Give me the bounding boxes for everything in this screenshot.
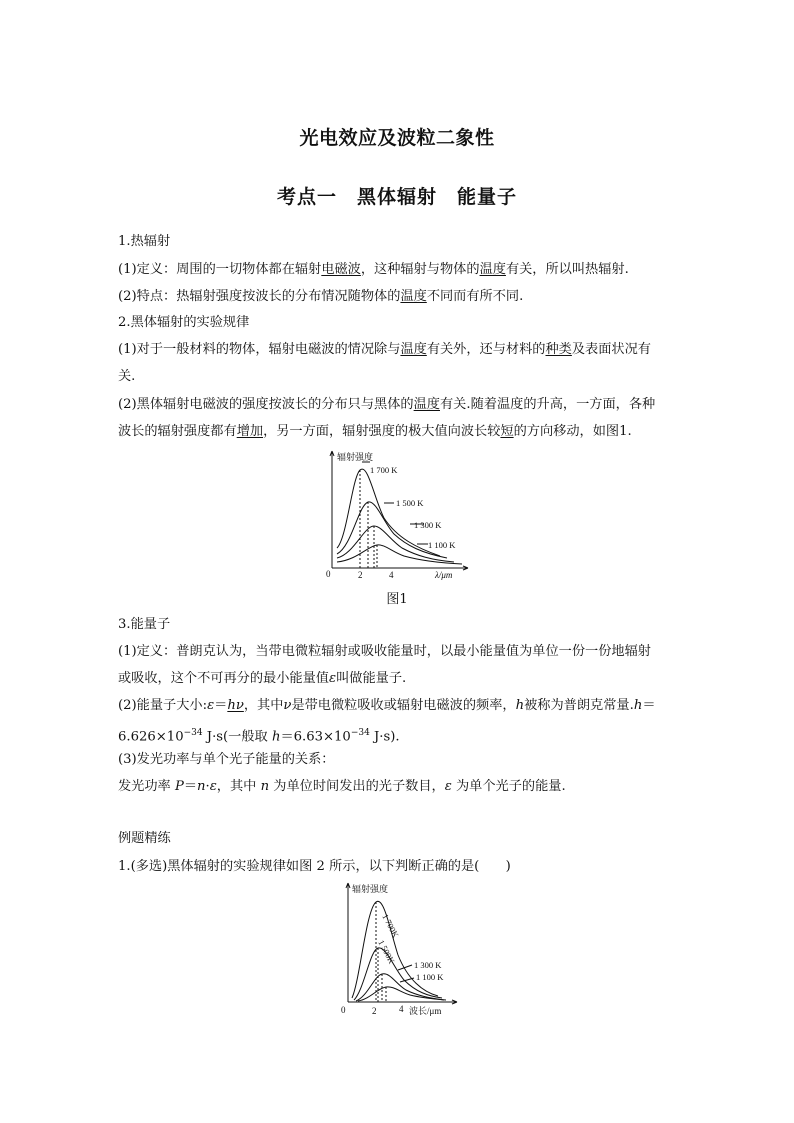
curve-1700k [352,901,438,998]
section-title: 考点一 黑体辐射 能量子 [276,186,517,208]
sec1-feature: (2)特点：热辐射强度按波长的分布情况随物体的温度不同而有所不同. [118,289,524,304]
sec1-definition: (1)定义：周围的一切物体都在辐射电磁波，这种辐射与物体的温度有关，所以叫热辐射. [118,262,629,277]
fig2-ylabel: 辐射强度 [352,884,389,894]
sec3-size-line2: $6.626\times 10^{-34}$ J·s(一般取 $h=6.63\times 10^{-34}$ J·s). [118,728,400,745]
question-1: 1.(多选)黑体辐射的实验规律如图 2 所示，以下判断正确的是( ) [118,859,511,874]
figure-1-caption: 图1 [386,592,408,607]
sec2-p1-line1: (1)对于一般材料的物体，辐射电磁波的情况除与温度有关外，还与材料的种类及表面状况有 [118,342,651,357]
sec3-def-line1: (1)定义：普朗克认为，当带电微粒辐射或吸收能量时，以最小能量值为单位一份一份地辐射 [118,644,651,659]
fig2-curve-label-1700: 1 700K [380,912,401,940]
sec2-heading: 2.黑体辐射的实验规律 [118,315,250,330]
page-title: 光电效应及波粒二象性 [299,127,495,149]
fig1-xlabel: λ/μm [435,570,453,580]
fig1-curve-label-1500: 1 500 K [396,498,424,508]
sec3-def-line2: 或吸收，这个不可再分的最小能量值ε叫做能量子. [118,671,407,686]
fig2-curve-label-1100: 1 100 K [416,972,444,982]
figure-2-blackbody-graph [338,880,468,1020]
sec3-relation-body: 发光功率 P＝n·ε，其中 n 为单位时间发出的光子数目，ε 为单个光子的能量. [118,779,566,794]
sec3-relation-heading: (3)发光功率与单个光子能量的关系： [118,752,335,767]
fig1-origin: 0 [326,569,331,579]
fig1-tick-4: 4 [389,570,394,580]
fig2-curve-label-1500: 1 500K [376,938,397,966]
fig1-curve-label-1300: 1 300 K [414,520,442,530]
fig2-tick-4: 4 [399,1004,404,1014]
fig2-curve-label-1300: 1 300 K [414,960,442,970]
sec3-size-line1: (2)能量子大小:ε＝hν，其中ν是带电微粒吸收或辐射电磁波的频率，h被称为普朗克常量.h＝ [118,698,656,713]
fig2-tick-2: 2 [372,1006,377,1016]
sec3-heading: 3.能量子 [118,617,171,632]
sec2-p2-line1: (2)黑体辐射电磁波的强度按波长的分布只与黑体的温度有关.随着温度的升高，一方面，各种 [118,397,656,412]
fig1-tick-2: 2 [358,570,363,580]
fig1-curve-label-1700: 1 700 K [370,465,398,475]
sec1-heading: 1.热辐射 [118,234,171,249]
examples-heading: 例题精练 [118,831,171,846]
fig2-origin: 0 [341,1005,346,1015]
fig1-ylabel: 辐射强度 [337,452,374,462]
curve-1700k [337,469,440,556]
sec2-p1-line2: 关. [118,369,136,384]
fig2-xlabel: 波长/μm [409,1006,442,1016]
sec2-p2-line2: 波长的辐射强度都有增加，另一方面，辐射强度的极大值向波长较短的方向移动，如图1. [118,424,632,439]
fig1-curve-label-1100: 1 100 K [428,540,456,550]
figure-1-blackbody-graph [322,448,472,583]
